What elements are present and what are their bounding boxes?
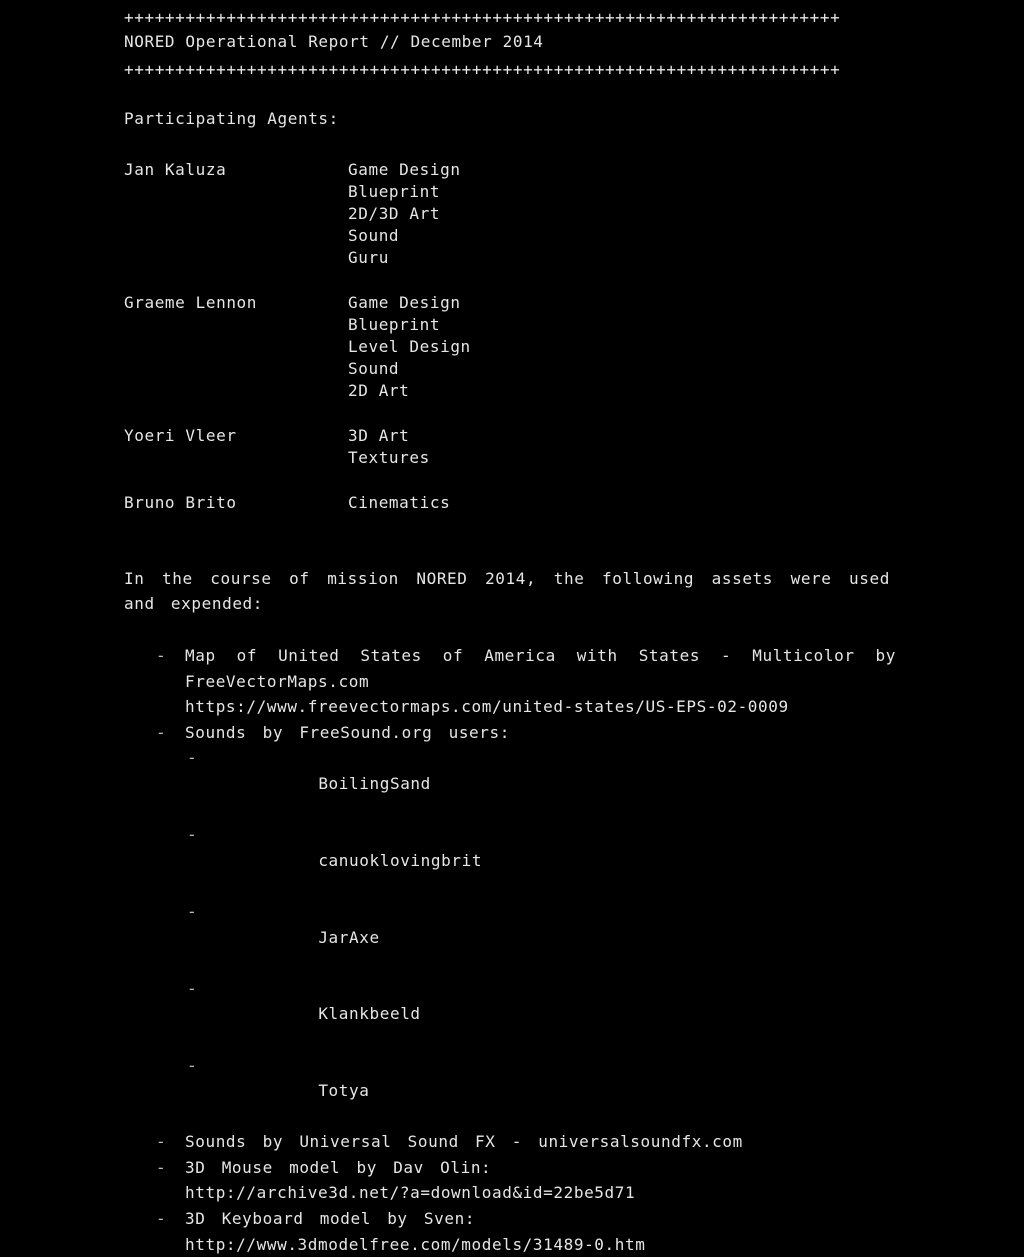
agent-role: Textures (348, 448, 430, 467)
bullet-dash: - (156, 1209, 167, 1229)
asset-url: http://archive3d.net/?a=download&id=22be5d71 (185, 1183, 636, 1203)
asset-description: Map of United States of America with States - Multicolor by FreeVectorMaps.com (185, 646, 896, 691)
agent-role: 2D Art (348, 381, 410, 400)
agent-role: Game Design (348, 160, 461, 179)
freesound-user-list (156, 745, 896, 1129)
agent-role: 3D Art (348, 426, 410, 445)
asset-description: 3D Mouse model by Dav Olin: (185, 1157, 492, 1177)
asset-item (156, 720, 896, 746)
asset-description: 3D Keyboard model by Sven: (185, 1209, 476, 1229)
asset-item (156, 1155, 896, 1206)
freesound-user (156, 1053, 896, 1130)
freesound-user (156, 899, 896, 976)
bullet-dash: - (156, 722, 167, 742)
agent-roles (348, 492, 450, 514)
asset-item (156, 1129, 896, 1155)
agent-roles (348, 159, 461, 269)
freesound-user-name: Klankbeeld (318, 1004, 421, 1024)
bullet-dash: - (156, 646, 167, 665)
freesound-user-name: BoilingSand (318, 773, 431, 793)
agent-role: Level Design (348, 337, 471, 356)
agent-name: Yoeri Vleer (124, 426, 237, 445)
agent-role: Blueprint (348, 315, 441, 334)
freesound-user (156, 745, 896, 822)
header-rule-bottom: ++++++++++++++++++++++++++++++++++++++++++++++++++++++++++++++++++++++ (124, 60, 841, 79)
bullet-dash: - (187, 1055, 198, 1075)
report-title: NORED Operational Report // December 2014 (124, 32, 544, 51)
bullet-dash: - (187, 978, 198, 998)
freesound-user-name: canuoklovingbrit (318, 850, 483, 870)
assets-intro: In the course of mission NORED 2014, the following assets were used and expended: (124, 569, 890, 613)
agent-role: 2D/3D Art (348, 204, 441, 223)
bullet-dash: - (187, 901, 198, 921)
asset-url: http://www.3dmodelfree.com/models/31489-0.htm (185, 1234, 646, 1254)
agent-name: Jan Kaluza (124, 160, 227, 179)
agent-name: Bruno Brito (124, 493, 237, 512)
agent-role: Sound (348, 226, 400, 245)
agent-name: Graeme Lennon (124, 293, 258, 312)
agent-roles (348, 292, 471, 402)
agent-roles (348, 425, 430, 469)
freesound-user (156, 822, 896, 899)
bullet-dash: - (156, 1157, 167, 1177)
agent-role: Guru (348, 248, 389, 267)
header-rule-top: ++++++++++++++++++++++++++++++++++++++++++++++++++++++++++++++++++++++ (124, 8, 841, 27)
freesound-user (156, 976, 896, 1053)
agent-role: Sound (348, 359, 400, 378)
asset-description: Sounds by Universal Sound FX - universalsoundfx.com (185, 1132, 743, 1152)
bullet-dash: - (187, 825, 198, 845)
freesound-user-name: Totya (318, 1081, 370, 1101)
freesound-user-name: JarAxe (318, 927, 380, 947)
agent-role: Blueprint (348, 182, 441, 201)
asset-url: https://www.freevectormaps.com/united-states/US-EPS-02-0009 (185, 697, 789, 717)
asset-item (156, 1206, 896, 1257)
bullet-dash: - (156, 1132, 167, 1152)
agent-role: Game Design (348, 293, 461, 312)
agents-label: Participating Agents: (124, 109, 339, 128)
asset-list (156, 643, 896, 1257)
bullet-dash: - (187, 748, 198, 768)
asset-sublist-container (156, 745, 896, 1129)
agent-role: Cinematics (348, 493, 451, 512)
asset-item (156, 643, 896, 720)
asset-description: Sounds by FreeSound.org users: (185, 722, 510, 742)
